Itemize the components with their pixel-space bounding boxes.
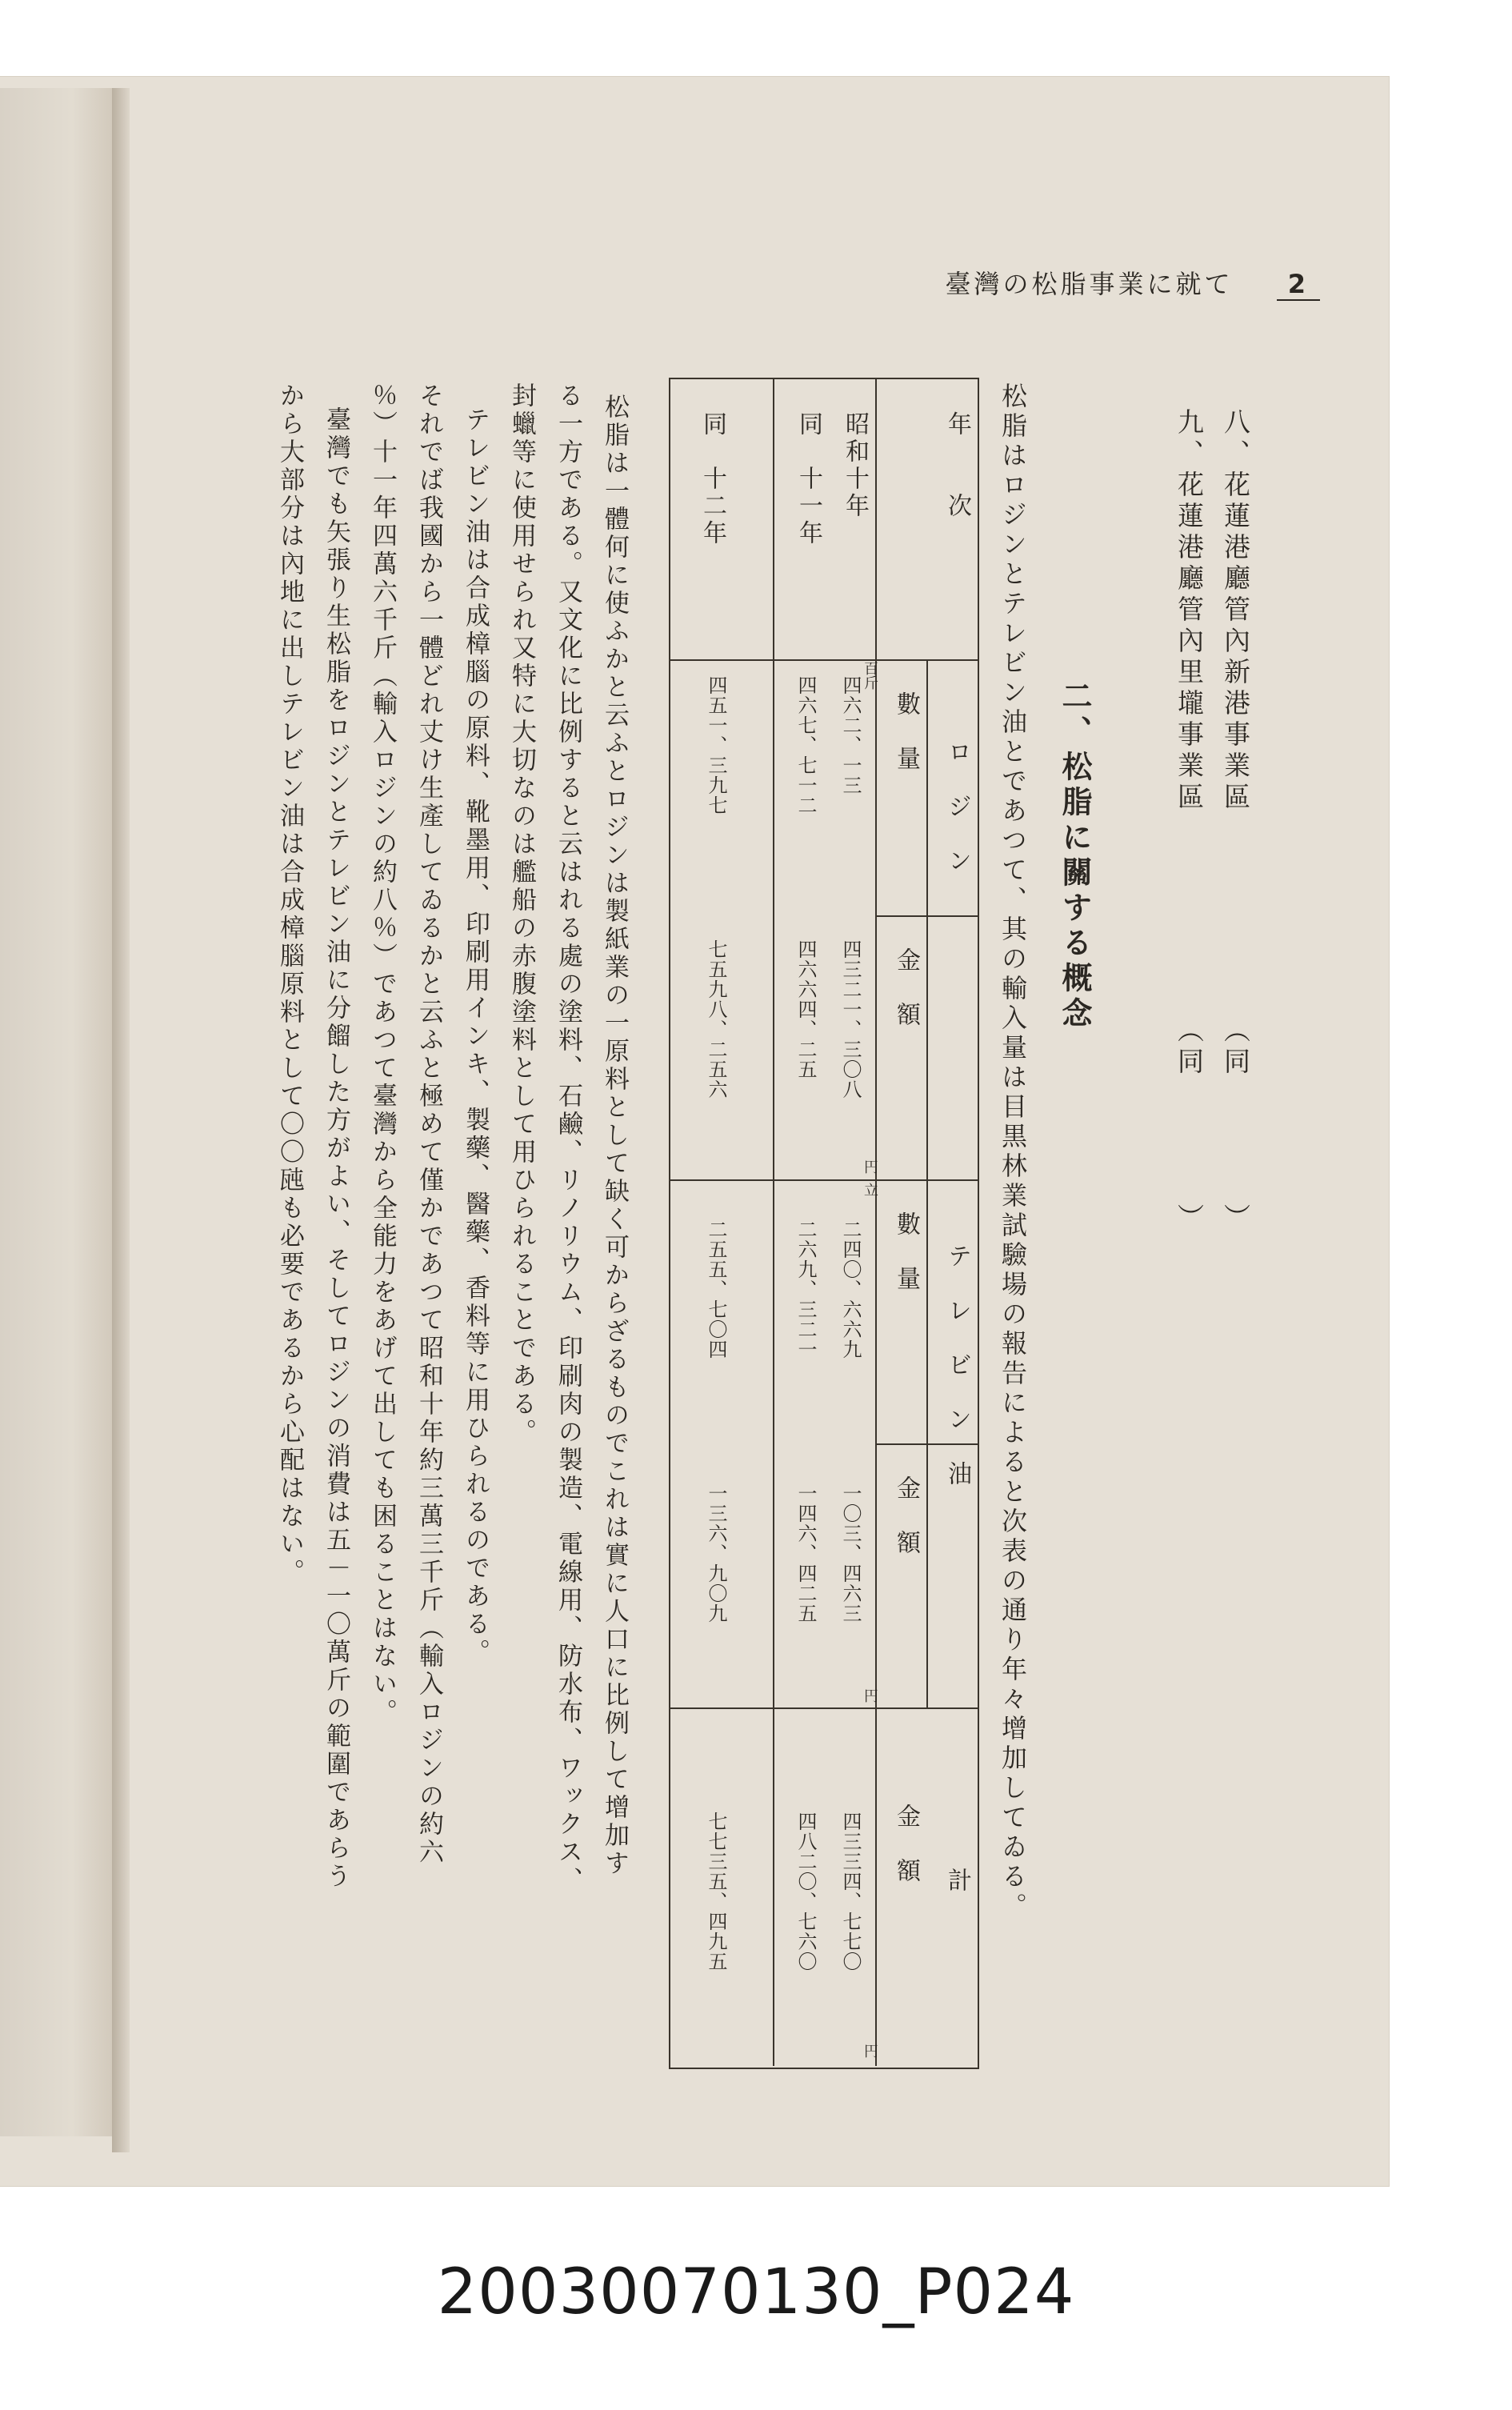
unit-label: 円 [862,1159,878,1174]
col-header-qty: 數 量 [892,691,920,773]
list-item: 九、花蓮港廳管內里壠事業區 [1174,408,1205,814]
section-title: 二、松脂に關する概念 [1057,680,1092,1032]
running-header [946,264,1320,301]
cell-turp-amount: 一四六、四二五 [794,1483,817,1623]
archive-caption: 20030070130_P024 [437,2256,1075,2328]
cell-turp-qty: 二五五、七〇四 [705,1219,727,1359]
book-gutter [112,88,130,2152]
cell-total-amount: 七七三五、四九五 [705,1812,727,1972]
body-line: から大部分は內地に出しテレビン油は合成樟腦原料として〇〇瓲も必要であるから心配はない。 [275,382,304,1587]
unit-label: 円 [862,2044,878,2058]
unit-label: 立 [862,1183,878,1197]
import-table [669,378,979,2069]
body-line: テレビン油は合成樟腦の原料、靴墨用、印刷用インキ、製藥、醫藥、香料等に用ひられるのである。 [461,406,490,1667]
body-line: 臺灣でも矢張り生松脂をロジンとテレビン油に分餾した方がよい、そしてロジンの消費は五－一〇萬斤の範圍であらう [322,406,350,1891]
col-header-amount: 金 額 [892,1803,920,1885]
cell-rosin-amount: 四六六四、二五 [794,939,817,1079]
group-header-turpentine: テ レ ビ ン 油 [943,1243,971,1488]
cell-rosin-qty: 四六七、七一二 [794,675,817,815]
list-item-note: （同 ） [1174,1016,1205,1235]
col-header-amount: 金 額 [892,947,920,1029]
body-line: それでば我國から一體どれ丈け生產してゐるかと云ふと極めて僅かであつて昭和十年約三萬三千斤（輸入ロジンの約六 [414,382,443,1867]
cell-total-amount: 四三三四、七七〇 [839,1812,862,1972]
body-line: る一方である。又文化に比例すると云はれる處の塗料、石鹼、リノリウム、印刷肉の製造、電線用、防水布、ワックス、 [554,382,582,1895]
body-line: 松脂は一體何に使ふかと云ふとロジンは製紙業の一原料として缺く可からざるものでこれは實に人口に比例して增加す [600,394,629,1878]
cell-turp-qty: 二四〇、六六九 [839,1219,862,1359]
col-header-year: 年 次 [943,411,971,520]
body-line: ％）十一年四萬六千斤（輸入ロジンの約八％）であつて臺灣から全能力をあげて出しても困ることはない。 [368,382,397,1727]
cell-turp-qty: 二六九、三二一 [794,1219,817,1359]
cell-turp-amount: 一三六、九〇九 [705,1483,727,1623]
group-header-rosin: ロ ジ ン [943,739,971,875]
row-year: 同 十一年 [794,411,822,547]
left-page-edge [0,88,120,2136]
unit-label: 円 [862,1688,878,1703]
body-line: 封蠟等に使用せられ又特に大切なのは艦船の赤腹塗料として用ひられることである。 [507,382,536,1447]
unit-label: 百斤 [862,661,878,690]
row-year: 昭和十年 [841,411,869,520]
page-number: 2 [1277,269,1320,301]
col-header-amount: 金 額 [892,1475,920,1557]
list-item-note: （同 ） [1220,1016,1251,1235]
cell-rosin-amount: 七五九八、二五六 [705,939,727,1099]
row-year: 同 十二年 [698,411,726,547]
intro-paragraph: 松脂はロジンとテレビン油とであつて、其の輸入量は目黒林業試驗場の報告によると次表の通り年々增加してゐる。 [998,382,1028,1922]
cell-total-amount: 四八二〇、七六〇 [794,1812,817,1972]
cell-rosin-amount: 四三二一、三〇八 [839,939,862,1099]
cell-rosin-qty: 四六二、一三 [839,675,862,795]
header-title: 臺灣の松脂事業に就て [945,269,1234,299]
cell-turp-amount: 一〇三、四六三 [839,1483,862,1623]
group-header-total: 計 [943,1868,971,1895]
cell-rosin-qty: 四五一、三九七 [705,675,727,815]
col-header-qty: 數 量 [892,1211,920,1293]
list-item: 八、花蓮港廳管內新港事業區 [1220,408,1251,814]
